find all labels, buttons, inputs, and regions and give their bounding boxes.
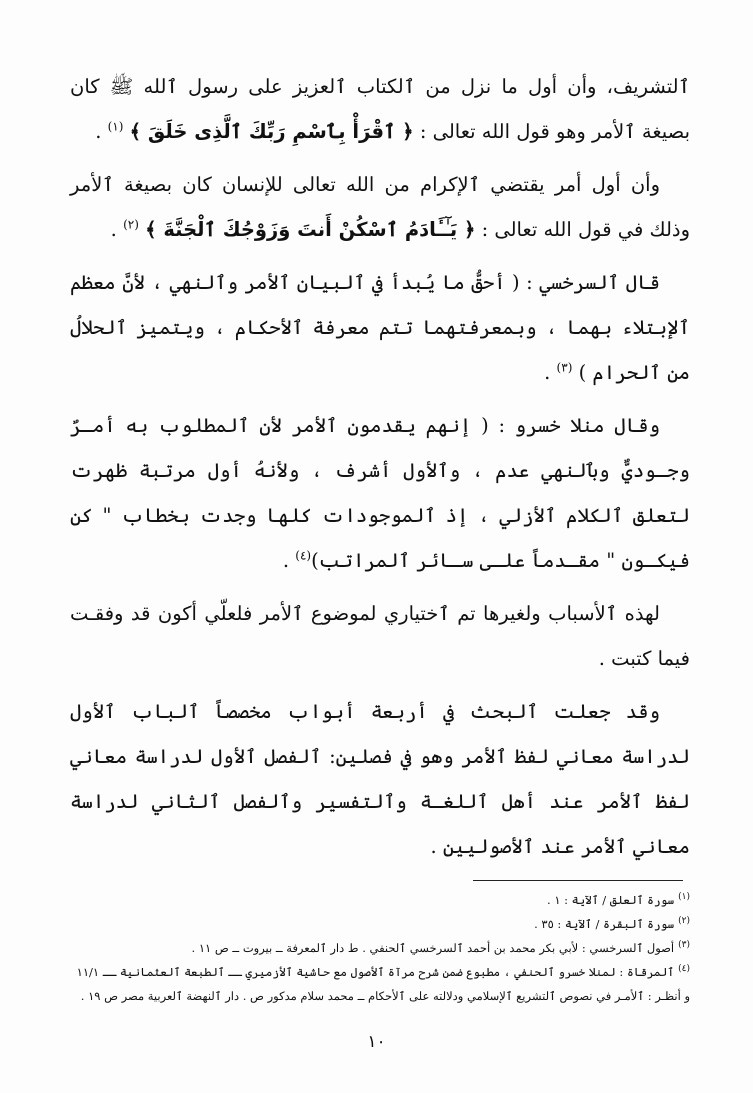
quran-verse-baqarah: ﴿ يَـٰٓـَٔادَمُ ٱسْكُنْ أَنتَ وَزَوْجُكَ ٱلْجَنَّةَ ﴾ <box>145 218 476 241</box>
paragraph-4-text: وقال منلا خسرو : ( إنهم يقدمون ٱلأمر لأن ٱلمطلوب به أمـرٌ وجـوديٌّ وبٱلنهي عدم ، وٱلأول أشرف ، ولأنهُ أول مرتبة ظهرت لتعلق ٱلكلام ٱلأزلي ، إذ ٱلموجودات كلها وجدت بخطاب " كن فيكـون " مقـدماً علـى سـائر ٱلمراتب) <box>70 414 690 572</box>
footnote-3-number: (٣) <box>678 940 690 951</box>
page-number: ١٠ <box>367 1032 386 1052</box>
paragraph-3-text: قال ٱلسرخسي : ( أحقُّ ما يُبدأ في ٱلبيان ٱلأمر وٱلنهي ، لأنَّ معظم ٱلإبتلاء بهما ، وبمعرفتهما تتم معرفة ٱلأحكام ، ويتميز ٱلحلالُ من ٱلحرام ) <box>70 271 690 384</box>
paragraph-6-text: وقد جعلت ٱلبحث في أربعة أبواب مخصصاً ٱلباب ٱلأول لدراسة معاني لفظ ٱلأمر وهو في فصلين: ٱلفصل ٱلأول لدراسة معاني لفظ ٱلأمر عند أهل ٱللغـة وٱلتفسير وٱلفصل ٱلثاني لدراسة معاني ٱلأمر عند ٱلأصوليين . <box>70 700 690 858</box>
footnote-2-number: (٢) <box>678 916 690 927</box>
footnote-ref-2[interactable]: (٢) <box>123 217 139 232</box>
paragraph-1-text: ٱلتشريف، وأن أول ما نزل من ٱلكتاب ٱلعزيز على رسول ٱلله ﷺ كان بصيغة ٱلأمر وهو قول الله تعالى : <box>70 75 690 143</box>
footnote-4-text: ٱلمرقاة : لمنلا خسرو ٱلحنفي ، مطبوع ضمن شرح مرآة ٱلأصول مع حاشية ٱلأزميري ــ ٱلطبعة ٱلعثمانية ــ ١١/١ و أنظـر : ٱلأمـر في نصوص ٱلتشريع ٱلإسلامي ودلالته على ٱلأحكام ــ محمد سلام مدكور ص . دار ٱلنهضة ٱلعربية مصر ص ١٩ . <box>76 965 690 1003</box>
footnote-2 <box>70 912 690 936</box>
paragraph-4-end: . <box>282 549 296 572</box>
footnotes <box>70 888 690 1008</box>
footnote-4-number: (٤) <box>678 964 690 975</box>
footnote-ref-1[interactable]: (١) <box>107 119 124 134</box>
quran-verse-alaq: ﴿ ٱقْرَأْ بِٱسْمِ رَبِّكَ ٱلَّذِى خَلَقَ ﴾ <box>129 120 414 143</box>
paragraph-3 <box>70 260 690 395</box>
footnote-1 <box>70 888 690 912</box>
paragraph-5-text: لهذه ٱلأسباب ولغيرها تم ٱختياري لموضوع ٱلأمر فلعلّي أكون قد وفقـت فيما كتبت . <box>70 602 690 670</box>
footnote-1-text: سورة ٱلعلق / ٱلآية : ١ . <box>547 893 675 907</box>
main-text <box>70 64 690 877</box>
paragraph-2-end: . <box>110 218 124 241</box>
footnote-3 <box>70 936 690 960</box>
paragraph-5 <box>70 591 690 681</box>
footnote-2-text: سورة ٱلبقرة / ٱلآية : ٣٥ . <box>534 917 675 931</box>
paragraph-4 <box>70 403 690 583</box>
footnote-ref-4[interactable]: (٤) <box>295 548 312 563</box>
footnote-divider <box>473 880 683 881</box>
paragraph-1 <box>70 64 690 154</box>
footnote-4 <box>70 960 690 1008</box>
paragraph-1-end: . <box>95 120 108 143</box>
footnote-3-text: أصول ٱلسرخسي : لأبي بكر محمد بن أحمد ٱلسرخسي ٱلحنفي . ط دار ٱلمعرفة ــ بيروت ــ ص ١١ . <box>191 941 675 955</box>
paragraph-3-end: . <box>544 361 557 384</box>
paragraph-6 <box>70 689 690 869</box>
paragraph-2 <box>70 162 690 252</box>
footnote-ref-3[interactable]: (٣) <box>556 360 573 375</box>
footnote-1-number: (١) <box>678 892 690 903</box>
paragraph-2-text: وأن أول أمر يقتضي ٱلإكرام من الله تعالى للإنسان كان بصيغة ٱلأمر وذلك في قول الله تعالى : <box>70 173 690 241</box>
